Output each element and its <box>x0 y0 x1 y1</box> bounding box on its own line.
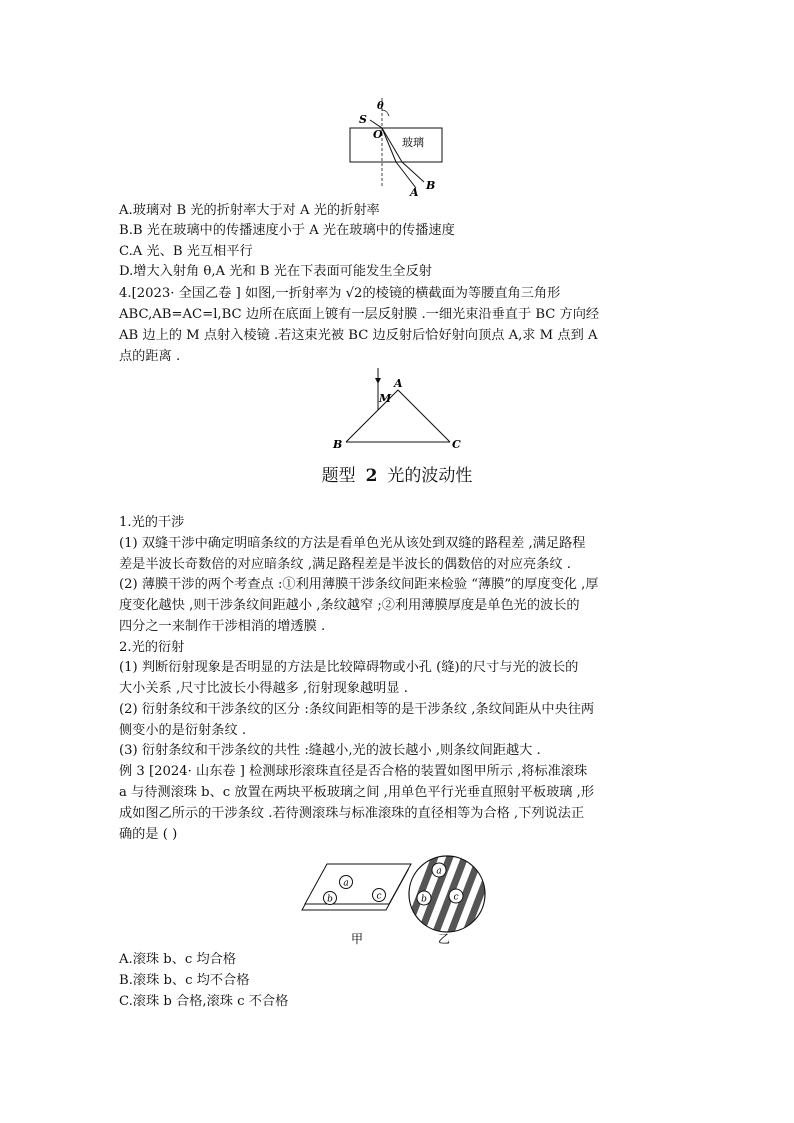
body-line: 2.光的衍射 <box>119 640 185 655</box>
q3-option-c: C.A 光、B 光互相平行 <box>119 244 253 259</box>
ball-a: a <box>343 878 349 889</box>
body-line: 侧变小的是衍射条纹 . <box>119 723 247 738</box>
body-line: 成如图乙所示的干涉条纹 .若待测滚珠与标准滚珠的直径相等为合格 ,下列说法正 <box>119 806 585 821</box>
body-line: (2) 衍射条纹和干涉条纹的区分 :条纹间距相等的是干涉条纹 ,条纹间距从中央往两 <box>119 702 595 717</box>
body-line: (2) 薄膜干涉的两个考查点 :①利用薄膜干涉条纹间距来检验 “薄膜”的厚度变化 ,厚 <box>119 577 599 592</box>
q4-line-3: AB 边上的 M 点射入棱镜 .若这束光被 BC 边反射后恰好射向顶点 A,求 M 点到 A <box>119 328 598 343</box>
ex3-option-a: A.滚珠 b、c 均合格 <box>119 952 237 967</box>
body-line: 例 3 [2024· 山东卷 ] 检测球形滚珠直径是否合格的装置如图甲所示 ,将标准滚珠 <box>119 764 588 779</box>
caption-yi: 乙 <box>438 932 451 946</box>
label-c: C <box>452 438 461 451</box>
body-line: a 与待测滚珠 b、c 放置在两块平板玻璃之间 ,用单色平行光垂直照射平板玻璃 ,形 <box>119 785 595 800</box>
body-line: 四分之一来制作干涉相消的增透膜 . <box>119 619 326 634</box>
label-b: B <box>426 179 436 192</box>
body-line: 差是半波长奇数倍的对应暗条纹 ,满足路程差是半波长的偶数倍的对应亮条纹 . <box>119 557 571 572</box>
q4-line-1: 4.[2023· 全国乙卷 ] 如图,一折射率为 √2的棱镜的横截面为等腰直角三角形 <box>119 286 561 301</box>
q3-option-d: D.增大入射角 θ,A 光和 B 光在下表面可能发生全反射 <box>119 264 432 279</box>
prism-figure <box>330 364 470 452</box>
ex3-option-c: C.滚珠 b 合格,滚珠 c 不合格 <box>119 994 289 1009</box>
ball-b-right: b <box>421 894 427 905</box>
label-m: M <box>379 392 392 405</box>
ball-b: b <box>327 894 333 905</box>
label-b: B <box>333 438 343 451</box>
body-line: (1) 双缝干涉中确定明暗条纹的方法是看单色光从该处到双缝的路程差 ,满足路程 <box>119 536 586 551</box>
refraction-figure <box>340 96 460 196</box>
body-line: 大小关系 ,尺寸比波长小得越多 ,衍射现象越明显 . <box>119 681 408 696</box>
q3-option-a: A.玻璃对 B 光的折射率大于对 A 光的折射率 <box>119 203 380 218</box>
label-o: O <box>373 128 383 141</box>
q4-line-2: ABC,AB=AC=l,BC 边所在底面上镀有一层反射膜 .一细光束沿垂直于 BC 方向经 <box>119 307 600 322</box>
body-line: (3) 衍射条纹和干涉条纹的共性 :缝越小,光的波长越小 ,则条纹间距越大 . <box>119 743 541 758</box>
body-line: 确的是 ( ) <box>119 827 178 842</box>
label-a: A <box>394 377 403 390</box>
label-glass: 玻璃 <box>402 136 424 149</box>
sqrt-two: √2 <box>345 286 363 301</box>
interference-figure <box>296 848 496 948</box>
body-line: 度变化越快 ,则干涉条纹间距越小 ,条纹越窄 ;②利用薄膜厚度是单色光的波长的 <box>119 598 580 613</box>
section-heading: 题型 2 光的波动性 <box>321 466 473 486</box>
ex3-option-b: B.滚珠 b、c 均不合格 <box>119 973 250 988</box>
body-line: (1) 判断衍射现象是否明显的方法是比较障碍物或小孔 (缝)的尺寸与光的波长的 <box>119 660 579 675</box>
label-s: S <box>359 113 367 126</box>
q4-line-4: 点的距离 . <box>119 349 181 364</box>
caption-jia: 甲 <box>351 932 364 946</box>
label-a: A <box>410 186 419 196</box>
body-line: 1.光的干涉 <box>119 515 185 530</box>
label-theta: θ <box>377 101 384 112</box>
q3-option-b: B.B 光在玻璃中的传播速度小于 A 光在玻璃中的传播速度 <box>119 223 455 238</box>
ball-a-right: a <box>436 866 442 877</box>
ball-c-right: c <box>453 892 459 903</box>
ball-c: c <box>376 891 382 902</box>
